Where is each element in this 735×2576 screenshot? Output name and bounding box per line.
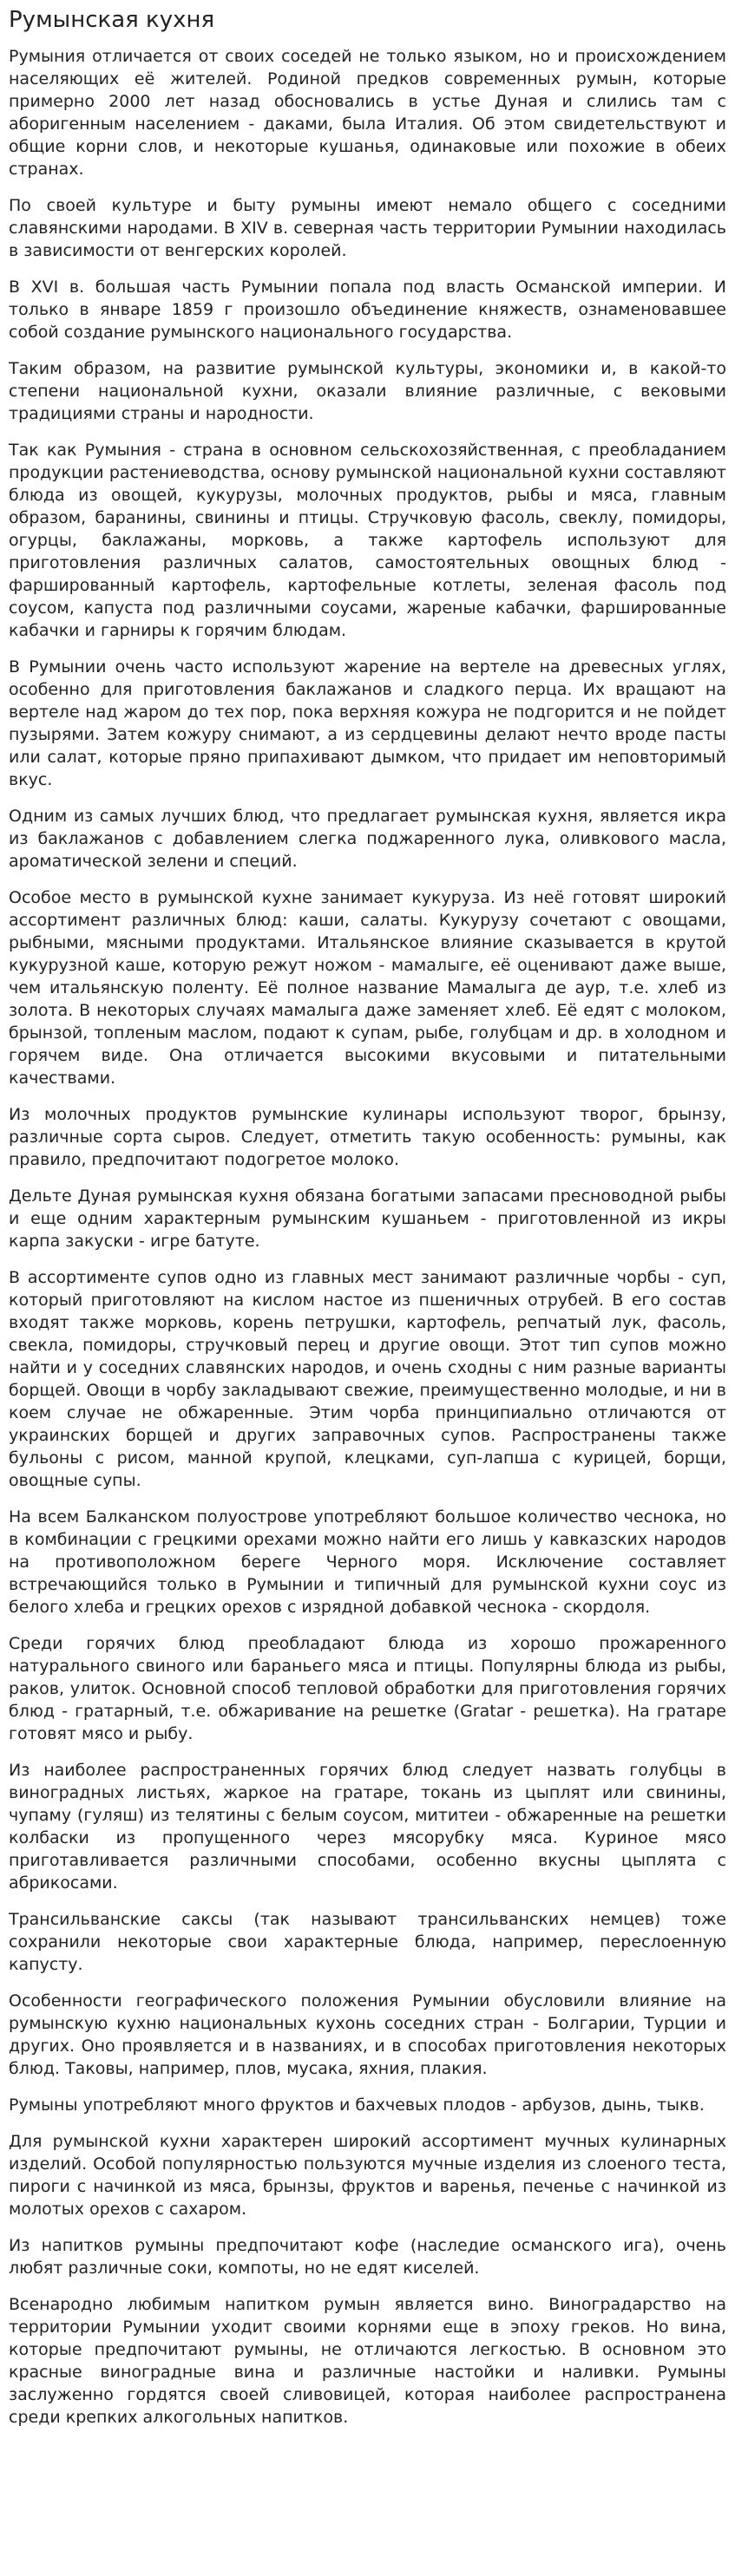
paragraph-popular-dishes: Из наиболее распространенных горячих блюд следует назвать голубцы в виноградных листьях, жаркое на гратаре, токань из цыплят или свинины, чупаму (гуляш) из телятины с белым соусом, мититеи - обжаренные на решетки колбаски из пропущенного через мясорубку мяса. Куриное мясо приготавливается различными способами, особенно вкусны цыплята с абрикосами. xyxy=(9,1761,726,1893)
paragraph-soups: В ассортименте супов одно из главных мест занимают различные чорбы - суп, который приготовляют на кислом настое из пшеничных отрубей. В его состав входят также морковь, корень петрушки, картофель, репчатый лук, фасоль, свекла, помидоры, стручковый перец и другие овощи. Этот тип супов можно найти и у соседних славянских народов, и очень сходны с ним разные варианты борщей. Овощи в чорбу закладывают свежие, преимущественно молодые, и ни в коем случае не обжаренные. Этим чорба принципиально отличаются от украинских борщей и других заправочных супов. Распространены также бульоны с рисом, манной крупой, клецками, суп-лапша с курицей, борщи, овощные супы. xyxy=(9,1268,726,1490)
paragraph-geography: Особенности географического положения Румынии обусловили влияние на румынскую кухню национальных кухонь соседних стран - Болгарии, Турции и других. Оно проявляется и в названиях, и в способах приготовления некоторых блюд. Таковы, например, плов, мусака, яхния, плакия. xyxy=(9,1991,726,2078)
paragraph-ottoman-unification: В XVI в. большая часть Румынии попала под власть Османской империи. И только в январе 1859 г произошло объединение княжеств, ознаменовавшее собой создание румынского национального государства. xyxy=(9,278,726,342)
article-title: Румынская кухня xyxy=(9,7,215,33)
paragraph-hot-dishes: Среди горячих блюд преобладают блюда из хорошо прожаренного натурального свиного или бараньего мяса и птицы. Популярны блюда из рыбы, раков, улиток. Основной способ тепловой обработки для приготовления горячих блюд - гратарный, т.е. обжаривание на решетке (Gratar - решетка). На гратаре готовят мясо и рыбу. xyxy=(9,1634,726,1743)
paragraph-garlic: На всем Балканском полуострове употребляют большое количество чеснока, но в комбинации с грецкими орехами можно найти его лишь у кавказских народов на противоположном береге Черного моря. Исключение составляет встречающийся только в Румынии и типичный для румынской кухни соус из белого хлеба и грецких орехов с изрядной добавкой чеснока - скордоля. xyxy=(9,1507,726,1617)
paragraph-vegetables: Так как Румыния - страна в основном сельскохозяйственная, с преобладанием продукции растениеводства, основу румынской национальной кухни составляют блюда из овощей, кукурузы, молочных продуктов, рыбы и мяса, главным образом, баранины, свинины и птицы. Стручковую фасоль, свеклу, помидоры, огурцы, баклажаны, морковь, а также картофель используют для приготовления различных салатов, самостоятельных овощных блюд - фаршированный картофель, картофельные котлеты, зеленая фасоль под соусом, капуста под различными соусами, жареные кабачки, фаршированные кабачки и гарниры к горячим блюдам. xyxy=(9,441,726,640)
paragraph-pastry: Для румынской кухни характерен широкий ассортимент мучных кулинарных изделий. Особой популярностью пользуются мучные изделия из слоеного теста, пироги с начинкой из мяса, брынзы, фруктов и варенья, печенье с начинкой из молотых орехов с сахаром. xyxy=(9,2132,726,2219)
paragraph-eggplant-caviar: Одним из самых лучших блюд, что предлагает румынская кухня, является икра из баклажанов с добавлением слегка поджаренного лука, оливкового масла, ароматической зелени и специй. xyxy=(9,807,726,871)
paragraph-grilling: В Румынии очень часто используют жарение на вертеле на древесных углях, особенно для приготовления баклажанов и сладкого перца. Их вращают на вертеле над жаром до тех пор, пока верхняя кожура не подгорится и не пойдет пузырями. Затем кожуру снимают, а из сердцевины делают нечто вроде пасты или салат, которые пряно припахивают дымком, что придает им неповторимый вкус. xyxy=(9,657,726,789)
paragraph-corn-mamaliga: Особое место в румынской кухне занимает кукуруза. Из неё готовят широкий ассортимент различных блюд: каши, салаты. Кукурузу сочетают с овощами, рыбными, мясными продуктами. Итальянское влияние сказывается в крутой кукурузной каше, которую режут ножом - мамалыге, её оценивают даже выше, чем итальянскую поленту. Её полное название Мамалыга де аур, т.е. хлеб из золота. В некоторых случаях мамалыга даже заменяет хлеб. Её едят с молоком, брынзой, топленым маслом, подают к супам, рыбе, голубцам и др. в холодном и горячем виде. Она отличается высокими вкусовыми и питательными качествами. xyxy=(9,888,726,1088)
paragraph-influences: Таким образом, на развитие румынской культуры, экономики и, в какой-то степени национальной кухни, оказали влияние различные, с вековыми традициями страны и народности. xyxy=(9,359,726,423)
paragraph-history-origins: Румыния отличается от своих соседей не только языком, но и происхождением населяющих её жителей. Родиной предков современных румын, которые примерно 2000 лет назад обосновались в устье Дуная и слились там с аборигенным населением - даками, была Италия. Об этом свидетельствуют и общие корни слов, и некоторые кушанья, одинаковые или похожие в обеих странах. xyxy=(9,47,726,179)
paragraph-fruits: Румыны употребляют много фруктов и бахчевых плодов - арбузов, дынь, тыкв. xyxy=(9,2095,705,2115)
paragraph-dairy: Из молочных продуктов румынские кулинары используют творог, брынзу, различные сорта сыров. Следует, отметить такую особенность: румыны, как правило, предпочитают подогретое молоко. xyxy=(9,1105,726,1169)
paragraph-transylvanian-saxons: Трансильванские саксы (так называют трансильванских немцев) тоже сохранили некоторые свои характерные блюда, например, переслоенную капусту. xyxy=(9,1910,726,1974)
paragraph-drinks: Из напитков румыны предпочитают кофе (наследие османского ига), очень любят различные соки, компоты, но не едят киселей. xyxy=(9,2236,726,2278)
paragraph-danube-fish: Дельте Дуная румынская кухня обязана богатыми запасами пресноводной рыбы и еще одним характерным румынским кушаньем - приготовленной из икры карпа закуски - игре батуте. xyxy=(9,1187,726,1251)
paragraph-culture-slavic: По своей культуре и быту румыны имеют немало общего с соседними славянскими народами. В XIV в. северная часть территории Румынии находилась в зависимости от венгерских королей. xyxy=(9,196,726,260)
paragraph-wine: Всенародно любимым напитком румын является вино. Виноградарство на территории Румынии уходит своими корнями еще в эпоху греков. Но вина, которые предпочитают румыны, не отличаются легкостью. В основном это красные виноградные вина и различные настойки и наливки. Румыны заслуженно гордятся своей сливовицей, которая наиболее распространена среди крепких алкогольных напитков. xyxy=(9,2295,726,2427)
